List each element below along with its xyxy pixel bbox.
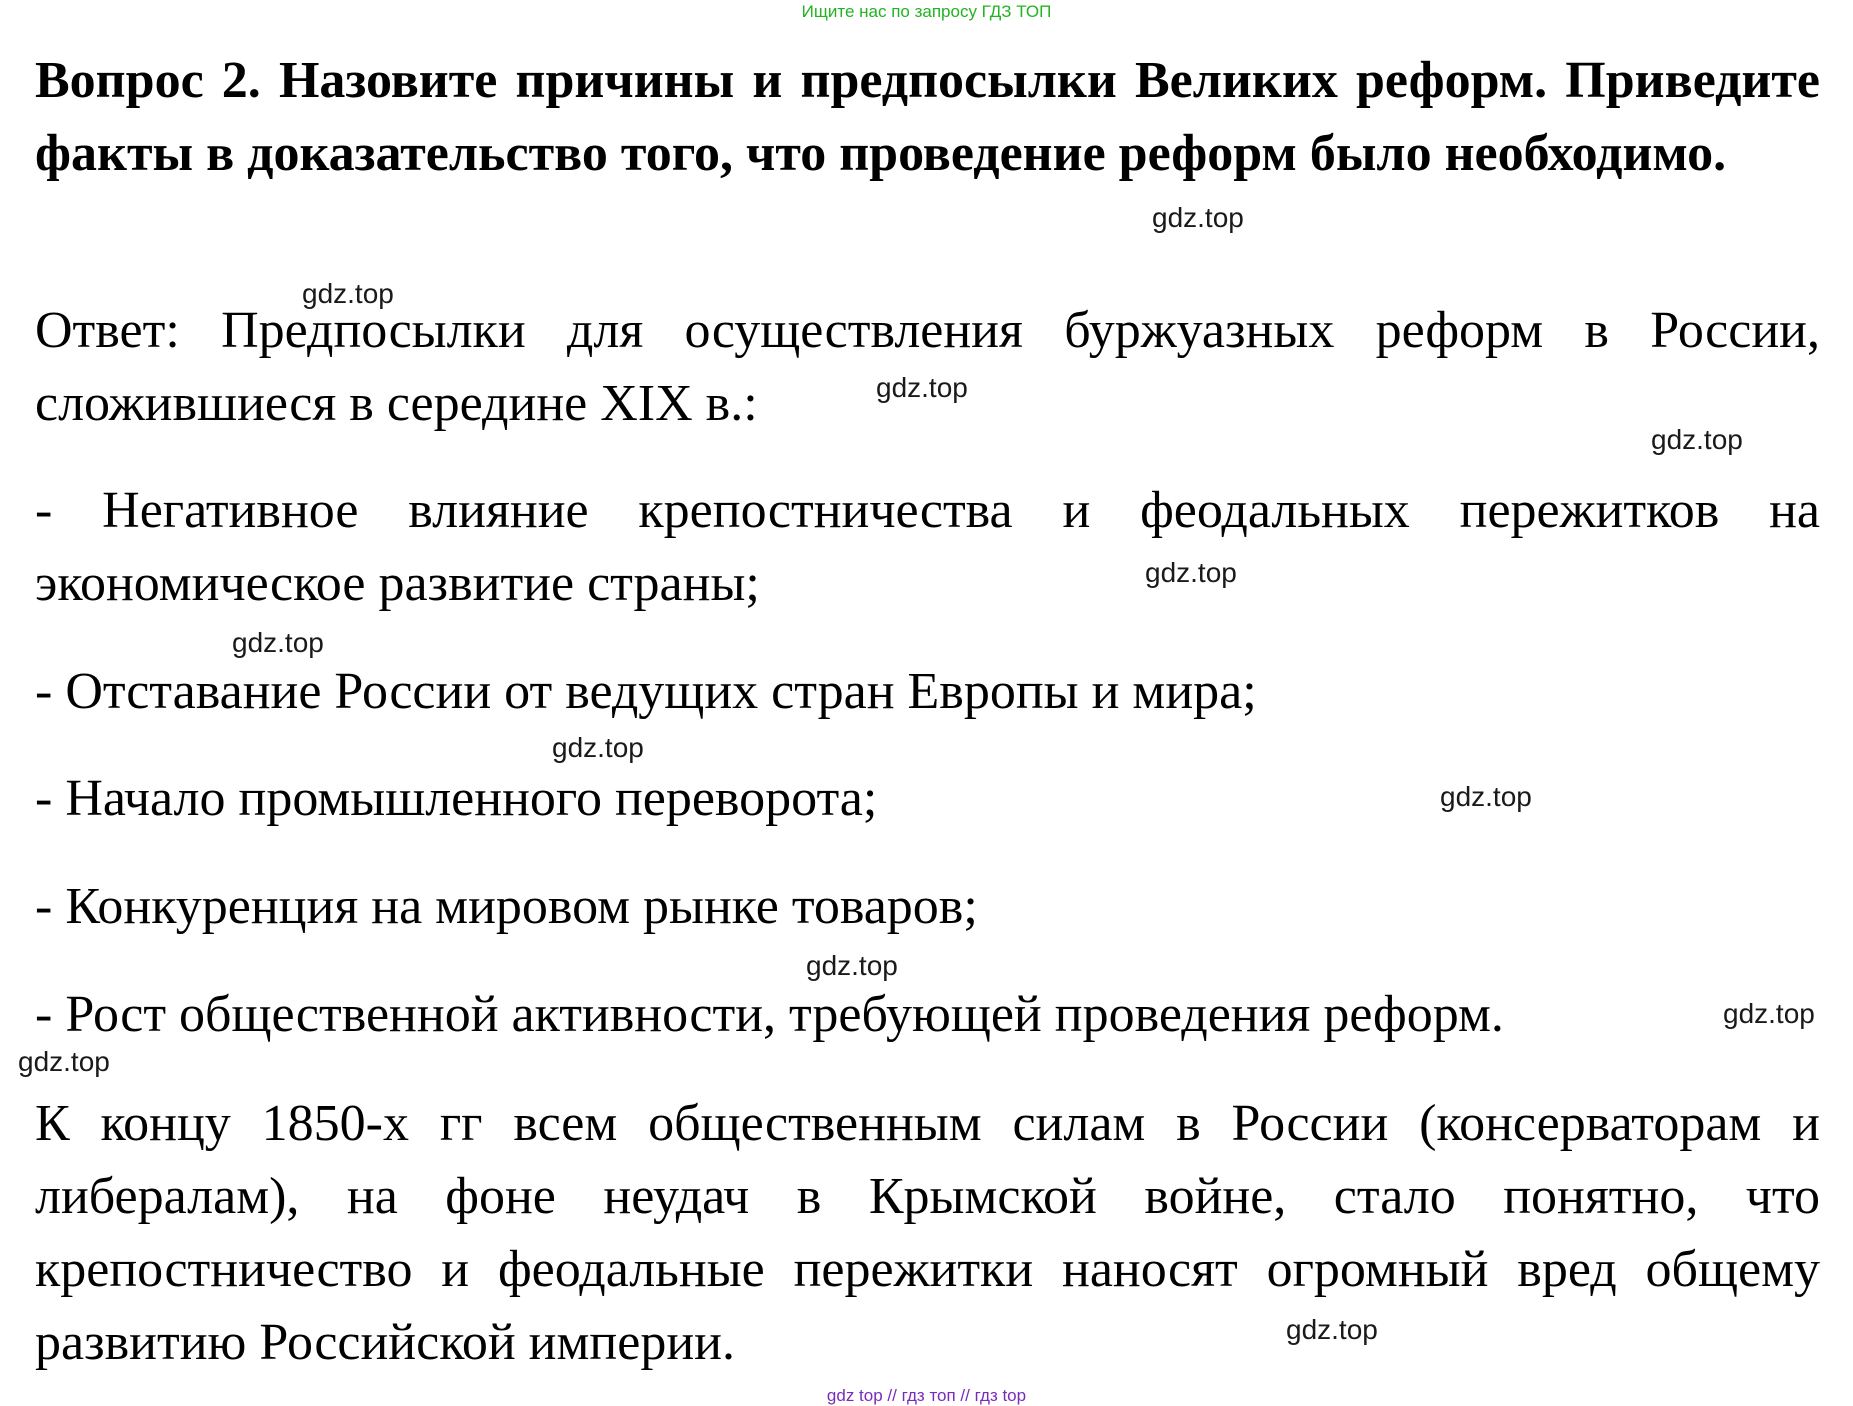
answer-item-3: - Начало промышленного переворота; <box>35 770 878 827</box>
watermark: gdz.top <box>806 950 898 981</box>
answer-item-2: - Отставание России от ведущих стран Европы и мира; <box>35 663 1257 720</box>
question-heading: Вопрос 2. Назовите причины и предпосылки Великих реформ. Приведите факты в доказательство того, что проведение реформ было необходимо. <box>35 52 1820 182</box>
watermark: gdz.top <box>876 372 968 403</box>
answer-item-5: - Рост общественной активности, требующей проведения реформ. <box>35 986 1504 1043</box>
answer-intro: Ответ: Предпосылки для осуществления буржуазных реформ в России, сложившиеся в середине XIX в.: <box>35 302 1820 432</box>
watermark: gdz.top <box>1286 1314 1378 1345</box>
footer: gdz top // гдз топ // гдз top <box>826 1386 1027 1405</box>
top-banner: Ищите нас по запросу ГДЗ ТОП <box>801 2 1052 21</box>
answer-item-4: - Конкуренция на мировом рынке товаров; <box>35 878 978 935</box>
watermark: gdz.top <box>1152 202 1244 233</box>
watermark: gdz.top <box>1723 998 1815 1029</box>
watermark: gdz.top <box>1440 781 1532 812</box>
watermark: gdz.top <box>1651 424 1743 455</box>
watermark: gdz.top <box>302 278 394 309</box>
watermark: gdz.top <box>1145 557 1237 588</box>
watermark: gdz.top <box>552 732 644 763</box>
answer-conclusion: К концу 1850-х гг всем общественным силам в России (консерваторам и либералам), на фоне неудач в Крымской войне, стало понятно, что крепостничество и феодальные пережитки наносят огромный вред общему развитию Российской империи. <box>35 1095 1820 1371</box>
watermark: gdz.top <box>232 627 324 658</box>
answer-item-1: - Негативное влияние крепостничества и феодальных пережитков на экономическое развитие страны; <box>35 482 1820 612</box>
watermark: gdz.top <box>18 1046 110 1077</box>
